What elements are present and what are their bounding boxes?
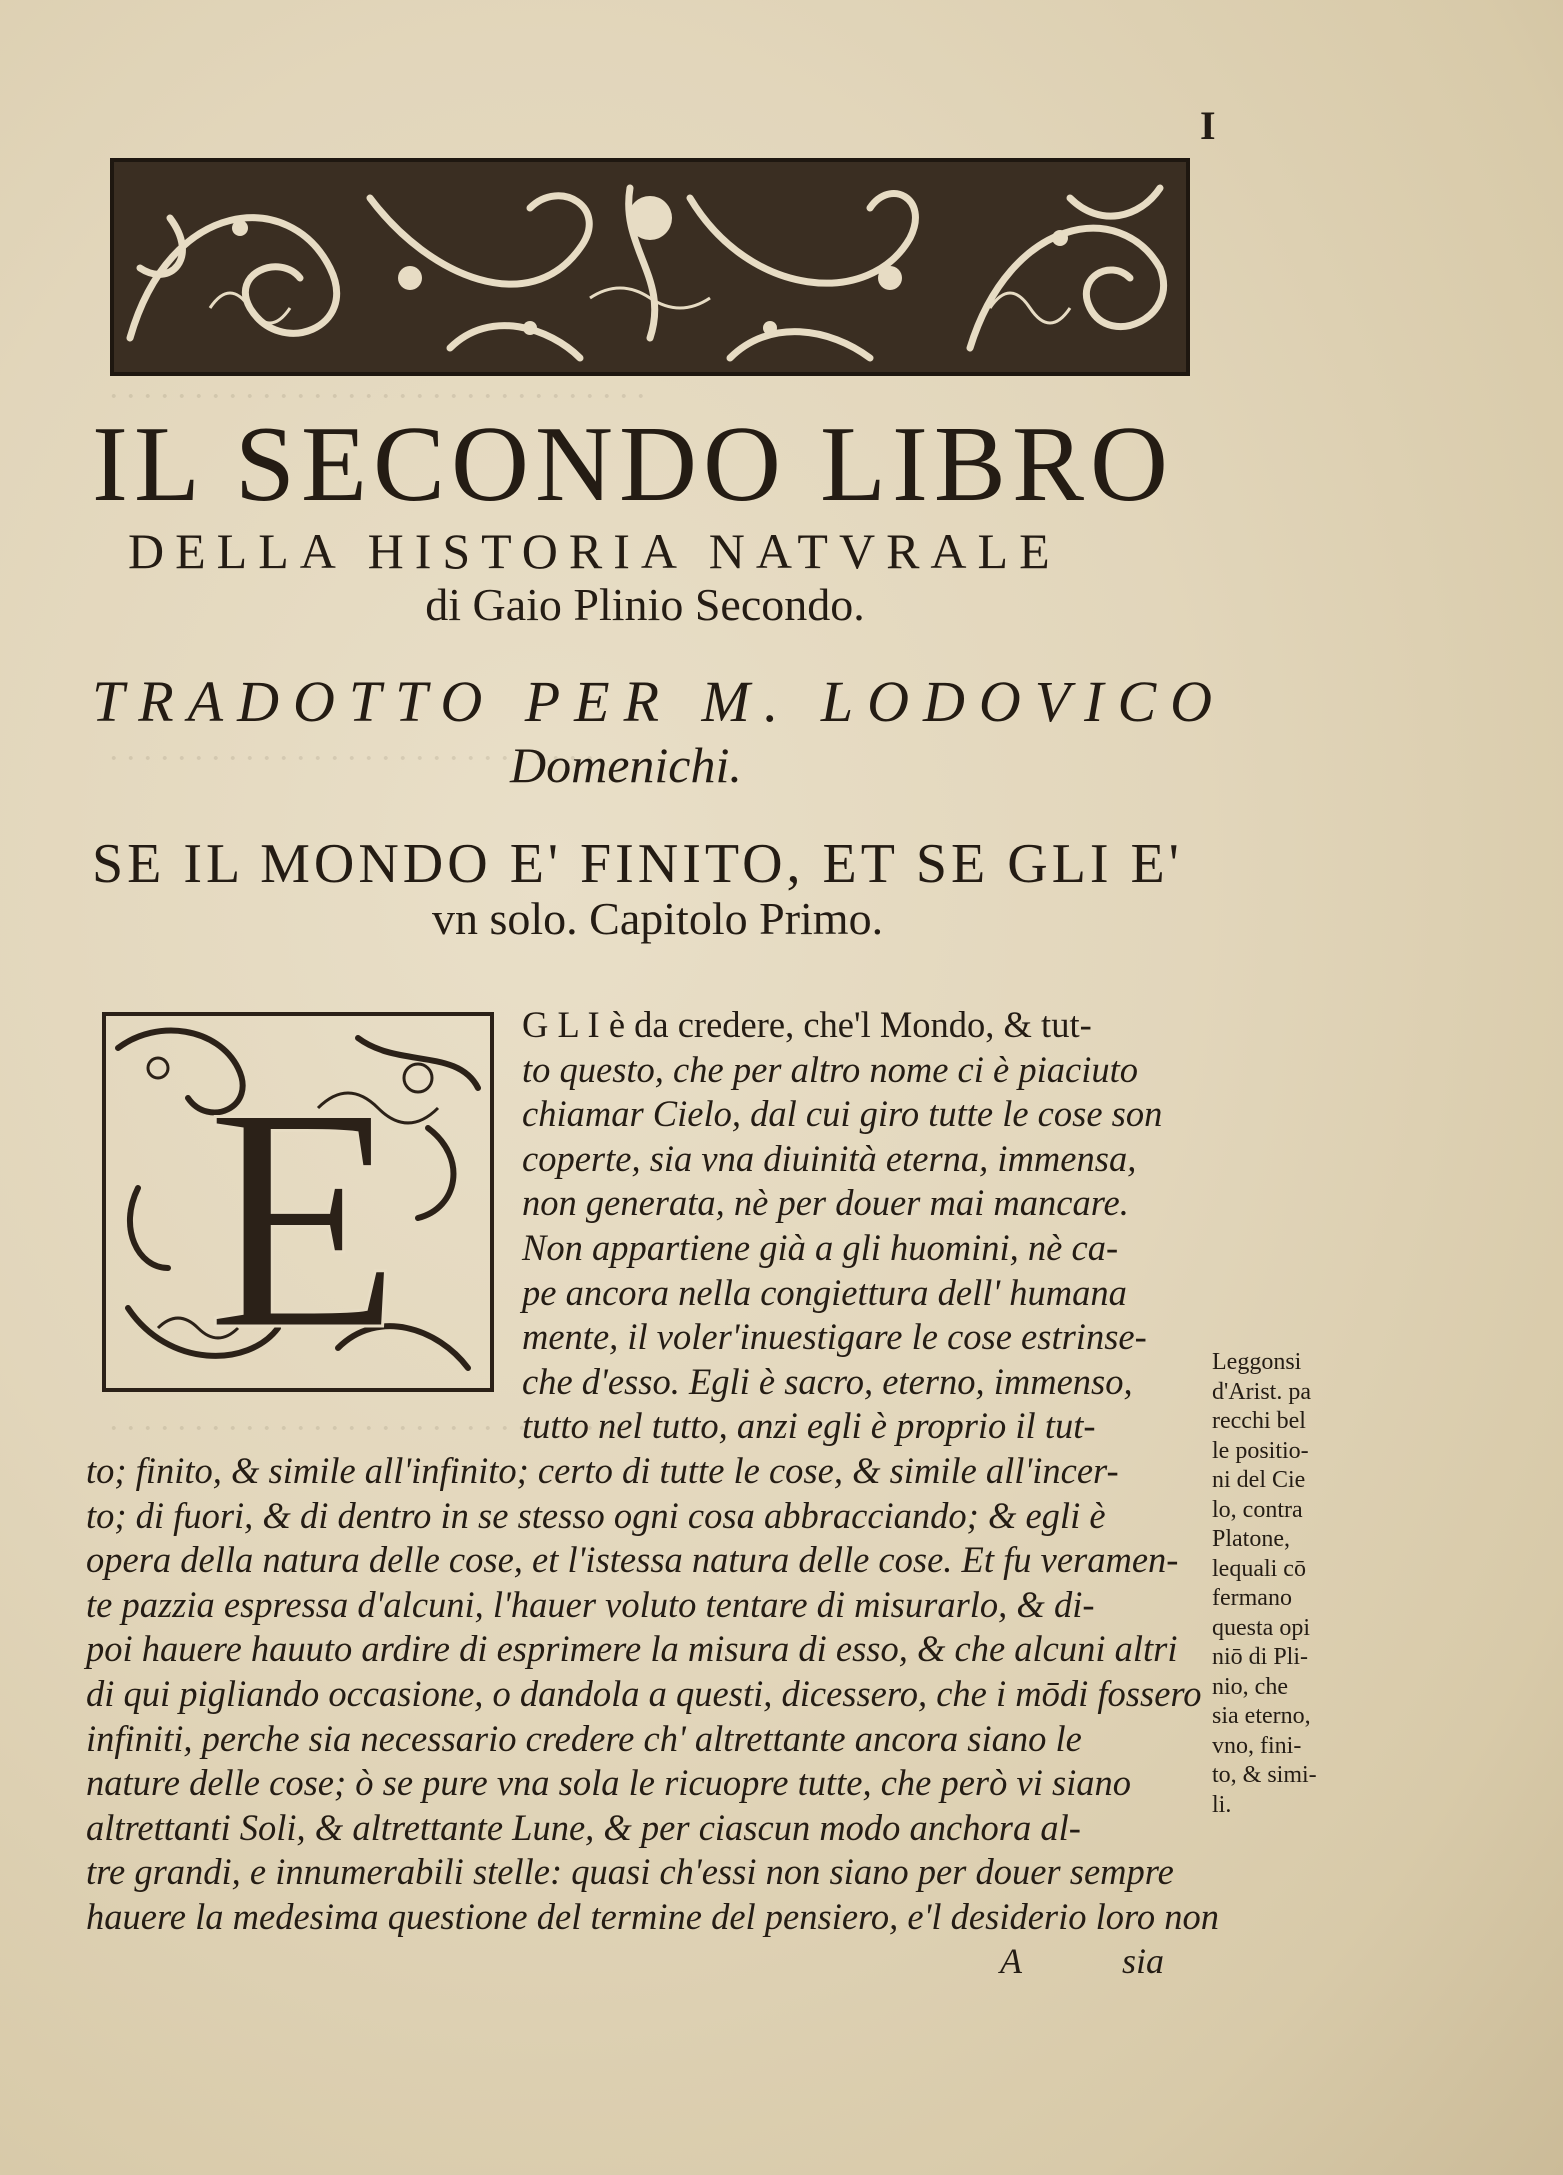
ornamental-headpiece — [110, 158, 1190, 376]
body-line: opera della natura delle cose, et l'istessa natura delle cose. Et fu veramen- — [86, 1539, 1179, 1581]
body-line: to questo, che per altro nome ci è piaciuto — [522, 1048, 1138, 1090]
margin-note-line: li. — [1212, 1791, 1232, 1818]
body-line: coperte, sia vna diuinità eterna, immensa, — [522, 1137, 1137, 1179]
body-line: hauere la medesima questione del termine del pensiero, e'l desiderio loro non — [86, 1896, 1219, 1937]
chapter-heading-cont: vn solo. Capitolo Primo. — [432, 893, 884, 944]
initial-letter: E — [206, 1042, 402, 1396]
body-line: mente, il voler'inuestigare le cose estrinse- — [522, 1316, 1147, 1358]
book-title: IL SECONDO LIBRO — [92, 405, 1174, 524]
margin-note-line: recchi bel — [1212, 1408, 1306, 1434]
book-subtitle: DELLA HISTORIA NATVRALE — [128, 523, 1061, 579]
body-line: to; finito, & simile all'infinito; certo di tutte le cose, & simile all'incer- — [86, 1450, 1119, 1491]
margin-note-line: lequali cō — [1212, 1555, 1306, 1582]
chapter-heading: SE IL MONDO E' FINITO, ET SE GLI E' — [92, 833, 1183, 895]
body-line: te pazzia espressa d'alcuni, l'hauer voluto tentare di misurarlo, & di- — [86, 1583, 1095, 1625]
margin-note-line: niō di Pli- — [1212, 1644, 1309, 1670]
body-line: tre grandi, e innumerabili stelle: quasi ch'essi non siano per douer sempre — [86, 1851, 1174, 1893]
margin-note-line: to, & simi- — [1212, 1762, 1317, 1788]
margin-note-line: nio, che — [1212, 1673, 1288, 1700]
margin-note-line: Platone, — [1212, 1526, 1290, 1552]
catchword: sia — [1122, 1941, 1165, 1981]
translator-name: Domenichi. — [510, 737, 742, 793]
show-through-text: · · · · · · · · · · · · · · · · · · · · · · · · · · · · · — [110, 740, 595, 777]
signature-mark: A — [1000, 1941, 1022, 1981]
author-line: di Gaio Plinio Secondo. — [425, 579, 865, 630]
decorated-initial — [98, 1008, 498, 1396]
body-line: che d'esso. Egli è sacro, eterno, immenso, — [522, 1360, 1133, 1402]
body-line: pe ancora nella congiettura dell' humana — [522, 1271, 1127, 1313]
margin-note-line: sia eterno, — [1212, 1703, 1311, 1729]
margin-note-line: lo, contra — [1212, 1496, 1303, 1523]
body-line: chiamar Cielo, dal cui giro tutte le cose son — [522, 1093, 1163, 1135]
body-line: G L I è da credere, che'l Mondo, & tut- — [522, 1004, 1092, 1045]
body-line: altrettanti Soli, & altrettante Lune, & per ciascun modo anchora al- — [86, 1806, 1081, 1848]
show-through-text: · · · · · · · · · · · · · · · · · · · · · · · · · · · · · · · · — [110, 378, 646, 415]
folio-number: I — [1200, 103, 1216, 148]
body-line: di qui pigliando occasione, o dandola a questi, dicessero, che i mōdi fossero — [86, 1673, 1202, 1714]
body-line: to; di fuori, & di dentro in se stesso ogni cosa abbracciando; & egli è — [86, 1494, 1106, 1536]
body-line: non generata, nè per douer mai mancare. — [522, 1182, 1129, 1224]
body-line: infiniti, perche sia necessario credere ch' altrettante ancora siano le — [86, 1717, 1082, 1759]
body-line: nature delle cose; ò se pure vna sola le ricuopre tutte, che però vi siano — [86, 1762, 1132, 1804]
margin-note-line: le positio- — [1212, 1437, 1309, 1464]
margin-note-line: vno, fini- — [1212, 1732, 1302, 1759]
body-line: poi hauere hauuto ardire di esprimere la misura di esso, & che alcuni altri — [86, 1628, 1178, 1670]
body-line: Non appartiene già a gli huomini, nè ca- — [522, 1227, 1119, 1268]
margin-note-line: d'Arist. pa — [1212, 1378, 1311, 1405]
margin-note-line: fermano — [1212, 1585, 1292, 1611]
margin-note-line: Leggonsi — [1212, 1349, 1302, 1375]
marginal-note — [1212, 1348, 1362, 1820]
show-through-text: · · · · · · · · · · · · · · · · · · · · · · · · · · · · · · · — [110, 1410, 629, 1447]
translator-line: TRADOTTO PER M. LODOVICO — [92, 669, 1227, 734]
margin-note-line: questa opi — [1212, 1614, 1310, 1641]
body-line: tutto nel tutto, anzi egli è proprio il tut- — [522, 1405, 1096, 1447]
margin-note-line: ni del Cie — [1212, 1467, 1306, 1493]
